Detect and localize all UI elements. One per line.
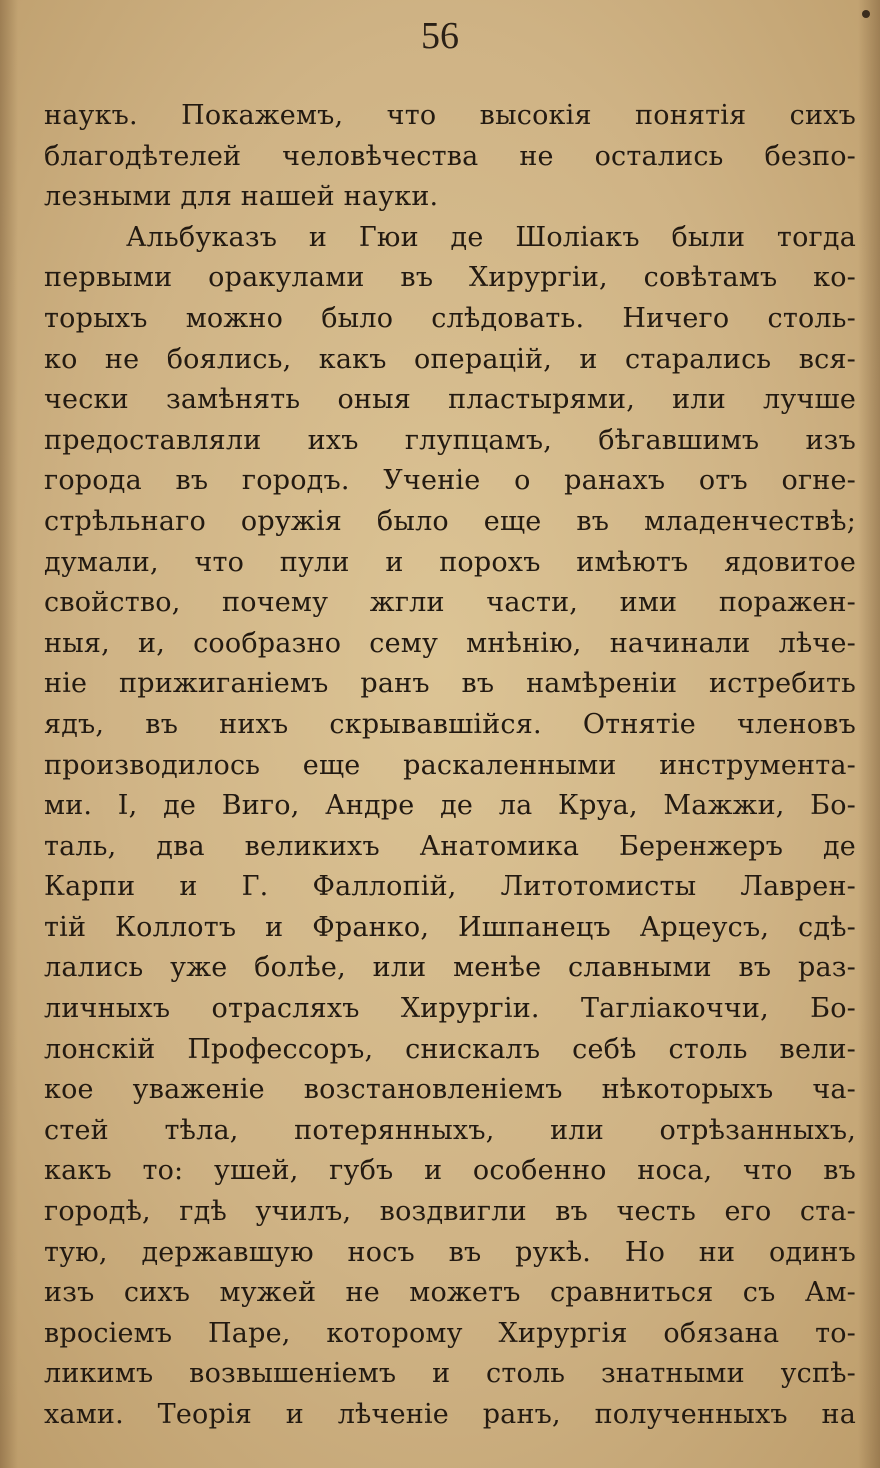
text-line: кое уваженіе возстановленіемъ нѣкоторыхъ ча- (44, 1074, 856, 1106)
text-line: какъ то: ушей, губъ и особенно носа, что въ (44, 1155, 856, 1187)
text-line: лонскій Профессоръ, снискалъ себѣ столь вели- (44, 1033, 856, 1065)
page-edge-shadow (858, 0, 880, 1468)
text-line: ныя, и, сообразно сему мнѣнію, начинали лѣче- (44, 627, 856, 659)
text-line: хами. Теорія и лѣченіе ранъ, полученныхъ на (44, 1399, 856, 1430)
text-line: наукъ. Покажемъ, что высокія понятія сихъ (44, 100, 856, 131)
text-line: ко не боялись, какъ операцій, и старались вся- (44, 343, 856, 375)
page-gutter-shadow (0, 0, 18, 1468)
text-line: лались уже болѣе, или менѣе славными въ раз- (44, 952, 856, 984)
text-line: тій Коллотъ и Франко, Ишпанецъ Арцеусъ, сдѣ- (44, 911, 856, 943)
paragraph-first-line: Альбуказъ и Гюи де Шоліакъ были тогда (126, 221, 856, 253)
page-number: 56 (421, 15, 459, 57)
text-line: изъ сихъ мужей не можетъ сравниться съ Ам- (44, 1277, 856, 1309)
text-line: таль, два великихъ Анатомика Беренжеръ де (44, 830, 856, 862)
text-line: городѣ, гдѣ училъ, воздвигли въ честь его ста- (44, 1196, 856, 1228)
text-line: первыми оракулами въ Хирургіи, совѣтамъ ко- (44, 262, 856, 294)
text-line: производилось еще раскаленными инструмента- (44, 749, 856, 781)
text-line: ніе прижиганіемъ ранъ въ намѣреніи истребить (44, 668, 856, 700)
text-line: лезными для нашей науки. (44, 181, 439, 213)
text-line: ликимъ возвышеніемъ и столь знатными успѣ- (44, 1358, 856, 1390)
text-line: Карпи и Г. Фаллопій, Литотомисты Лаврен- (44, 871, 856, 903)
text-line: ядъ, въ нихъ скрывавшійся. Отнятіе членовъ (44, 708, 856, 740)
text-line: тую, державшую носъ въ рукѣ. Но ни одинъ (44, 1236, 856, 1268)
text-line: торыхъ можно было слѣдовать. Ничего столь- (44, 302, 856, 334)
text-line: стрѣльнаго оружія было еще въ младенчествѣ; (44, 505, 856, 537)
text-line: личныхъ отрасляхъ Хирургіи. Тагліакоччи, Бо- (44, 993, 856, 1025)
text-line: благодѣтелей человѣчества не остались безпо- (44, 140, 856, 172)
text-line: предоставляли ихъ глупцамъ, бѣгавшимъ изъ (44, 424, 856, 456)
text-line: свойство, почему жгли части, ими поражен- (44, 587, 856, 619)
text-line: города въ городъ. Ученіе о ранахъ отъ огне- (44, 465, 856, 497)
text-body (44, 96, 856, 1436)
text-line: вросіемъ Паре, которому Хирургія обязана то- (44, 1317, 856, 1349)
text-line: чески замѣнять оныя пластырями, или лучше (44, 384, 856, 416)
text-line: ми. I, де Виго, Андре де ла Круа, Мажжи, Бо- (44, 790, 856, 822)
text-line: стей тѣла, потерянныхъ, или отрѣзанныхъ, (44, 1114, 856, 1146)
text-line: думали, что пули и порохъ имѣютъ ядовитое (44, 546, 856, 578)
